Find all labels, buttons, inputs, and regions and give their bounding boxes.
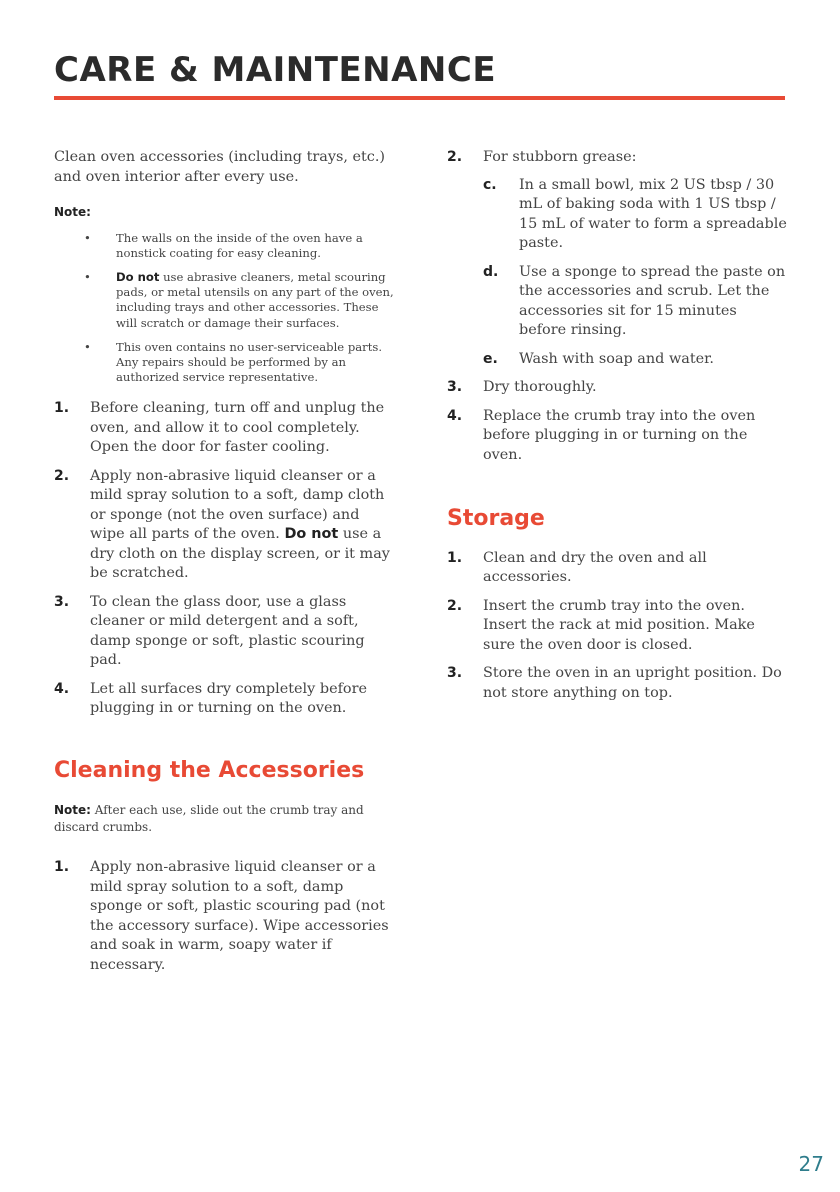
step-number: 2. <box>54 467 70 484</box>
step-item <box>447 378 787 398</box>
substep-text: In a small bowl, mix 2 US tbsp / 30 mL of baking soda with 1 US tbsp / 15 mL of water to form a spreadable paste. <box>519 176 787 251</box>
note-text: After each use, slide out the crumb tray and discard crumbs. <box>54 803 364 835</box>
step-number: 1. <box>54 859 70 876</box>
step-text: Before cleaning, turn off and unplug the oven, and allow it to cool completely. Open the door for faster cooling. <box>90 400 385 456</box>
step-number: 3. <box>54 593 70 610</box>
substep-letter: d. <box>483 263 499 280</box>
note-text: This oven contains no user-serviceable parts. Any repairs should be performed by an authorized service representative. <box>116 339 382 385</box>
step-text: Apply non-abrasive liquid cleanser or a mild spray solution to a soft, damp sponge or soft, plastic scouring pad (not the accessory surface). Wipe accessories and soak in warm, soapy water if necessary. <box>90 859 389 973</box>
step-item <box>54 593 394 671</box>
step-emphasis: Do not <box>284 526 339 543</box>
storage-steps-list <box>447 549 787 704</box>
section-heading-accessories: Cleaning the Accessories <box>54 757 365 783</box>
note-item <box>54 270 394 331</box>
notes-list <box>54 231 394 386</box>
step-number: 4. <box>54 680 70 697</box>
section-heading-storage: Storage <box>447 506 545 531</box>
note-label: Note: <box>54 803 91 818</box>
substep-letter: c. <box>483 176 497 193</box>
step-number: 1. <box>447 549 463 566</box>
step-number: 3. <box>447 665 463 681</box>
page-title: CARE & MAINTENANCE <box>54 50 497 90</box>
note-emphasis: Do not <box>116 269 160 284</box>
step-item <box>447 597 787 656</box>
step-item <box>54 858 394 975</box>
step-text: Apply non-abrasive liquid cleanser or a mild spray solution to a soft, damp cloth or sponge (not the oven surface) and wipe all parts of the oven. <box>90 467 385 543</box>
bullet-icon: • <box>84 230 91 245</box>
step-item <box>447 664 787 703</box>
accessories-steps-list <box>54 858 394 975</box>
step-number: 2. <box>447 149 463 165</box>
step-item <box>447 148 787 369</box>
bullet-icon: • <box>84 339 91 354</box>
intro-paragraph: Clean oven accessories (including trays, etc.) and oven interior after every use. <box>54 149 386 185</box>
step-text: To clean the glass door, use a glass cleaner or mild detergent and a soft, damp sponge or soft, plastic scouring pad. <box>90 593 365 669</box>
step-item <box>54 399 394 458</box>
step-text: For stubborn grease: <box>483 149 637 165</box>
substep-text: Use a sponge to spread the paste on the accessories and scrub. Let the accessories sit for 15 minutes before rinsing. <box>519 263 786 338</box>
accessories-steps-continued <box>447 148 787 465</box>
substep-letter: e. <box>483 350 498 367</box>
cleaning-steps-list <box>54 399 394 719</box>
step-number: 1. <box>54 400 70 417</box>
left-column <box>54 148 394 984</box>
step-item <box>54 467 394 584</box>
note-text: use abrasive cleaners, metal scouring pads, or metal utensils on any part of the oven, including trays and other accessories. These will scratch or damage their surfaces. <box>116 269 394 330</box>
step-number: 3. <box>447 379 463 395</box>
step-number: 4. <box>447 407 463 424</box>
step-text: Clean and dry the oven and all accessories. <box>483 549 707 585</box>
step-item <box>447 407 787 466</box>
step-text: Insert the crumb tray into the oven. Insert the rack at mid position. Make sure the oven door is closed. <box>483 597 755 653</box>
step-item <box>54 680 394 719</box>
bullet-icon: • <box>84 269 91 284</box>
step-number: 2. <box>447 597 463 614</box>
note-block <box>54 203 394 385</box>
substeps-list <box>483 176 787 370</box>
substep-text: Wash with soap and water. <box>519 350 715 367</box>
substep-item <box>483 176 787 254</box>
page-number: 27 <box>798 1152 824 1176</box>
substep-item <box>483 350 787 370</box>
step-text: Store the oven in an upright position. Do not store anything on top. <box>483 665 782 701</box>
substep-item <box>483 263 787 341</box>
step-item <box>447 549 787 588</box>
step-text: use a dry cloth on the display screen, or it may be scratched. <box>90 526 390 582</box>
step-text: Let all surfaces dry completely before plugging in or turning on the oven. <box>90 680 367 717</box>
note-label: Note: <box>54 205 91 219</box>
right-column <box>447 148 787 712</box>
step-text: Replace the crumb tray into the oven before plugging in or turning on the oven. <box>483 407 756 463</box>
note-item <box>54 231 394 261</box>
step-text: Dry thoroughly. <box>483 379 597 395</box>
note-text: The walls on the inside of the oven have a nonstick coating for easy cleaning. <box>116 230 363 260</box>
note-item <box>54 340 394 386</box>
accessories-note <box>54 802 394 836</box>
title-divider <box>54 96 785 100</box>
